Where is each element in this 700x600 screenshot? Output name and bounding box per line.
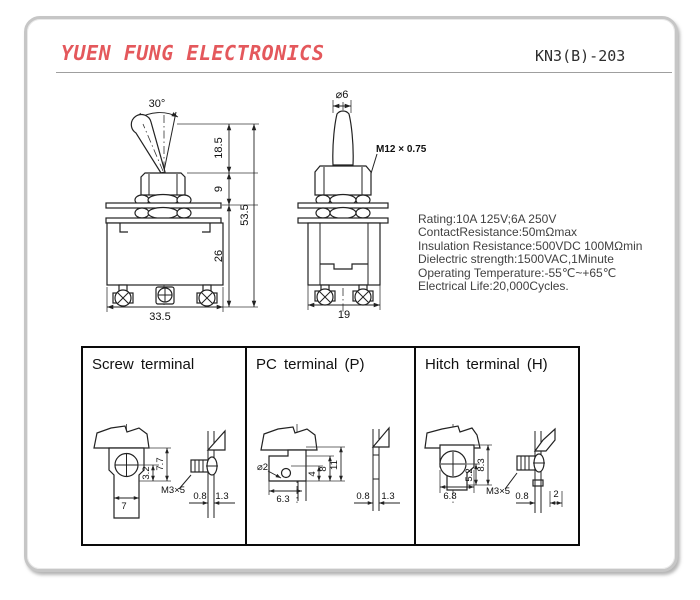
spec-rating: Rating:10A 125V;6A 250V xyxy=(418,212,557,226)
hitch-terminal-cell xyxy=(414,348,578,544)
pc-hole xyxy=(282,469,291,478)
model-number: KN3(B)-203 xyxy=(535,47,626,65)
dim-b: 8.3 xyxy=(476,458,487,472)
dim-width: 33.5 xyxy=(149,311,171,323)
pc-terminal-cell xyxy=(245,348,414,544)
dim-a: 4 xyxy=(307,471,318,477)
angle-label: 30° xyxy=(148,98,166,110)
bushing xyxy=(315,166,371,195)
spec-operating-temperature: Operating Temperature:-55℃~+65℃ xyxy=(418,265,617,280)
dim-a: 3.2 xyxy=(141,466,152,480)
dim-bushing: 9 xyxy=(213,185,225,193)
switch-side-view-drawing xyxy=(291,88,431,323)
dim-body: 26 xyxy=(213,249,225,263)
datasheet-card xyxy=(24,16,678,572)
company-name: YUEN FUNG ELECTRONICS xyxy=(61,41,325,65)
dim-total: 53.5 xyxy=(239,204,251,226)
pc-terminal-drawing xyxy=(253,423,403,523)
dim-w: 6.3 xyxy=(276,494,290,505)
pc-terminal-title: PC terminal (P) xyxy=(256,356,365,373)
dim-lever-dia: ⌀6 xyxy=(335,89,349,101)
dim-t2: 2 xyxy=(553,489,559,500)
hitch-hook xyxy=(535,429,555,451)
spec-electrical-life: Electrical Life:20,000Cycles. xyxy=(418,279,569,294)
thread-label: M3×5 xyxy=(161,485,186,496)
spec-dielectric-strength: Dielectric strength:1500VAC,1Minute xyxy=(418,252,614,267)
switch-body-corner xyxy=(261,427,317,450)
dim-t2: 1.3 xyxy=(215,491,229,502)
dim-width: 19 xyxy=(337,309,351,321)
terminal-type-table xyxy=(81,346,580,546)
dim-t1: 0.8 xyxy=(356,491,370,502)
dim-w: 6.8 xyxy=(443,491,457,502)
toggle-lever xyxy=(333,111,353,165)
header-divider xyxy=(56,72,672,73)
screw-terminal-cell xyxy=(83,348,245,544)
thread-label: M12 × 0.75 xyxy=(376,144,427,155)
thread-label: M3×5 xyxy=(486,486,511,497)
dim-a: 5.2 xyxy=(464,468,475,482)
dim-c: 11 xyxy=(329,460,340,470)
switch-body-corner xyxy=(94,426,149,448)
hitch-terminal-drawing xyxy=(422,423,572,523)
switch-body xyxy=(308,223,380,285)
dim-w: 7 xyxy=(121,501,127,512)
dim-b: 8 xyxy=(318,466,329,472)
screw-terminal-drawing xyxy=(91,423,241,523)
spec-insulation-resistance: Insulation Resistance:500VDC 100MΩmin xyxy=(418,238,643,253)
terminal-tab xyxy=(373,428,389,447)
hitch-terminal-title: Hitch terminal (H) xyxy=(425,356,548,373)
screw-terminal-title: Screw terminal xyxy=(92,356,195,373)
dim-lever: 18.5 xyxy=(213,137,225,159)
bushing xyxy=(141,173,185,195)
dim-t2: 1.3 xyxy=(381,491,395,502)
dim-t1: 0.8 xyxy=(515,491,529,502)
spec-list xyxy=(418,213,683,293)
dim-b: 7.7 xyxy=(155,457,166,471)
terminal-tab xyxy=(208,431,225,450)
switch-front-view-drawing xyxy=(98,91,273,323)
dim-hole: ⌀2 xyxy=(257,462,269,473)
spec-contact-resistance: ContactResistance:50mΩmax xyxy=(418,225,578,240)
dim-t1: 0.8 xyxy=(193,491,207,502)
